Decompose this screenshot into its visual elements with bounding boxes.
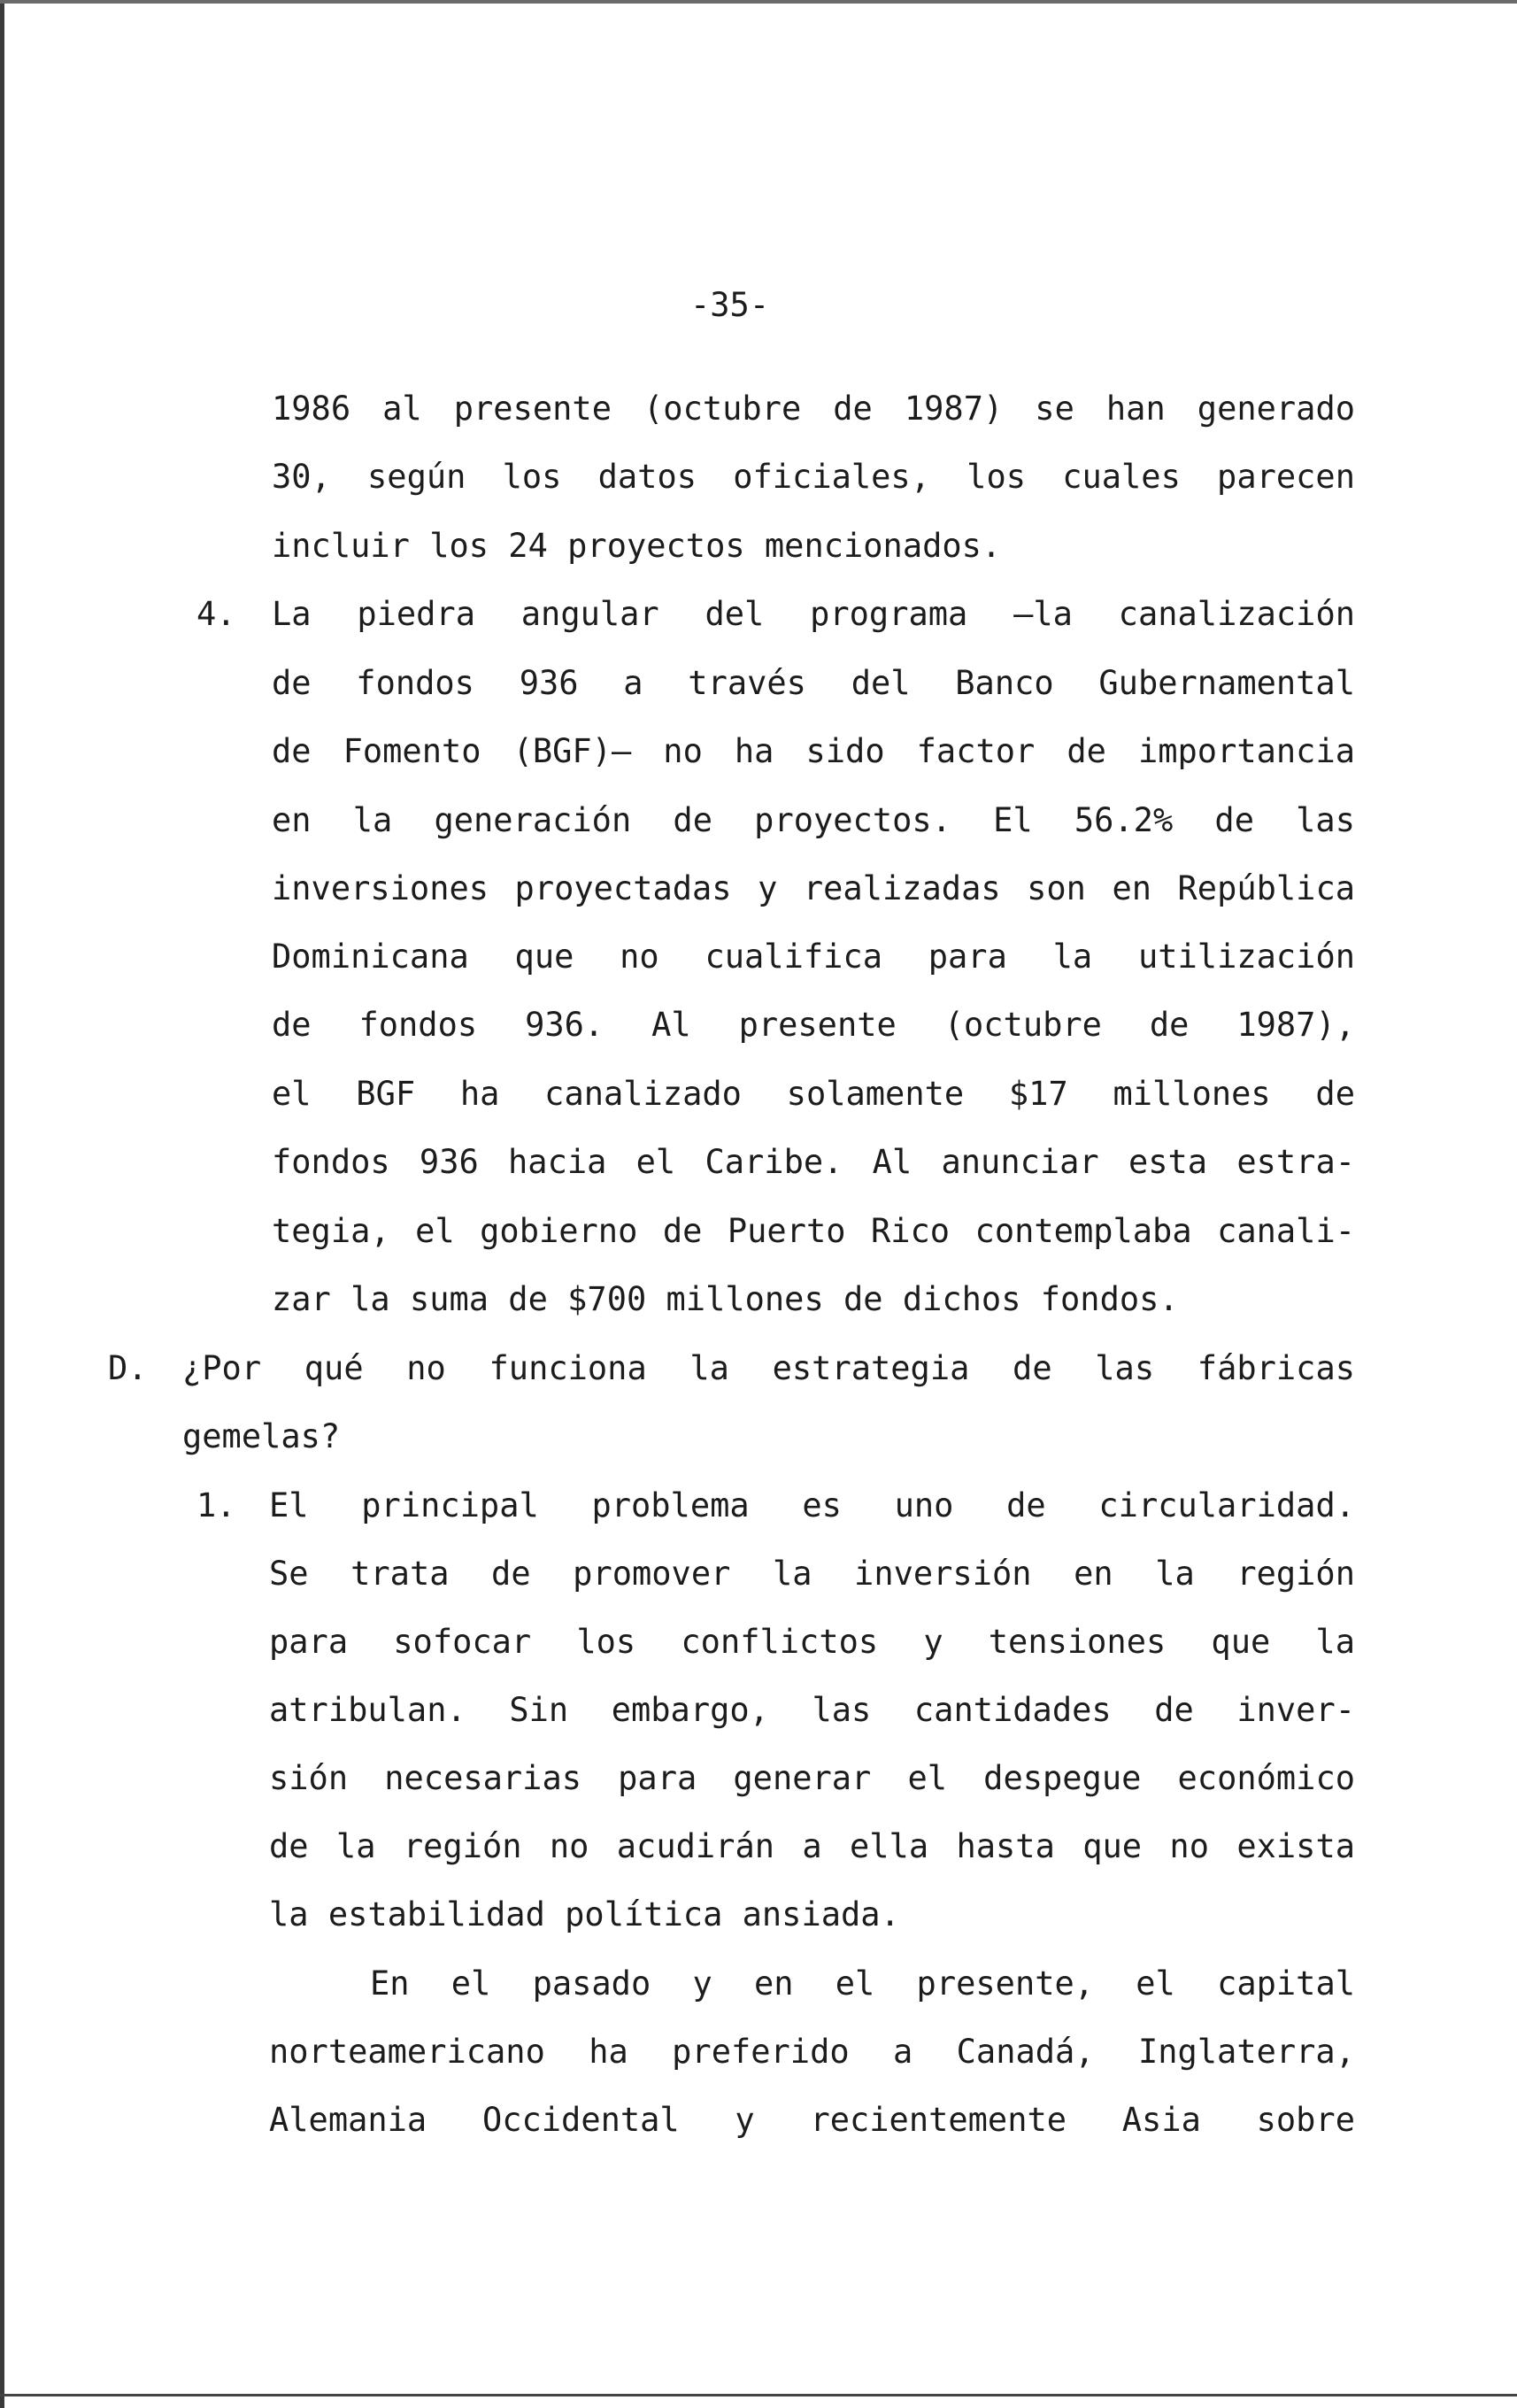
text-line: 1986 al presente (octubre de 1987) se han generado [272,390,1355,428]
text-line: En el pasado y en el presente, el capital [370,1964,1355,2003]
text-line: de Fomento (BGF)— no ha sido factor de importancia [272,732,1355,770]
text-line: atribulan. Sin embargo, las cantidades de inver- [269,1691,1355,1729]
text-line: de fondos 936. Al presente (octubre de 1987), [272,1006,1355,1044]
scan-top-edge [0,0,1517,4]
text-line: tegia, el gobierno de Puerto Rico contemplaba canali- [272,1212,1355,1250]
section-letter: D. [108,1349,148,1387]
text-line: Dominicana que no cualifica para la utilización [272,938,1355,976]
section-heading: ¿Por qué no funciona la estrategia de las fábricas [182,1349,1355,1387]
page-number: -35- [690,286,770,324]
text-line: inversiones proyectadas y realizadas son en República [272,869,1355,907]
text-line: norteamericano ha preferido a Canadá, Inglaterra, [269,2033,1355,2071]
text-line: fondos 936 hacia el Caribe. Al anunciar esta estra- [272,1143,1355,1181]
text-line: de la región no acudirán a ella hasta que no exista [269,1827,1355,1865]
text-line: incluir los 24 proyectos mencionados. [272,527,1002,565]
text-line: La piedra angular del programa —la canalización [272,595,1355,633]
list-number: 1. [196,1486,236,1524]
text-line: 30, según los datos oficiales, los cuales parecen [272,458,1355,496]
scan-left-edge [0,0,4,2408]
text-line: de fondos 936 a través del Banco Gubernamental [272,664,1355,702]
text-line: el BGF ha canalizado solamente $17 millones de [272,1075,1355,1113]
list-number: 4. [196,595,236,633]
text-line: la estabilidad política ansiada. [269,1895,900,1933]
section-heading: gemelas? [182,1417,341,1455]
text-line: sión necesarias para generar el despegue económico [269,1759,1355,1797]
text-line: zar la suma de $700 millones de dichos fondos. [272,1280,1179,1318]
text-line: El principal problema es uno de circularidad. [269,1486,1355,1524]
scan-bottom-edge [0,2394,1517,2396]
text-line: para sofocar los conflictos y tensiones que la [269,1623,1355,1661]
text-line: Alemania Occidental y recientemente Asia sobre [269,2101,1355,2139]
text-line: Se trata de promover la inversión en la región [269,1555,1355,1593]
text-line: en la generación de proyectos. El 56.2% de las [272,801,1355,839]
